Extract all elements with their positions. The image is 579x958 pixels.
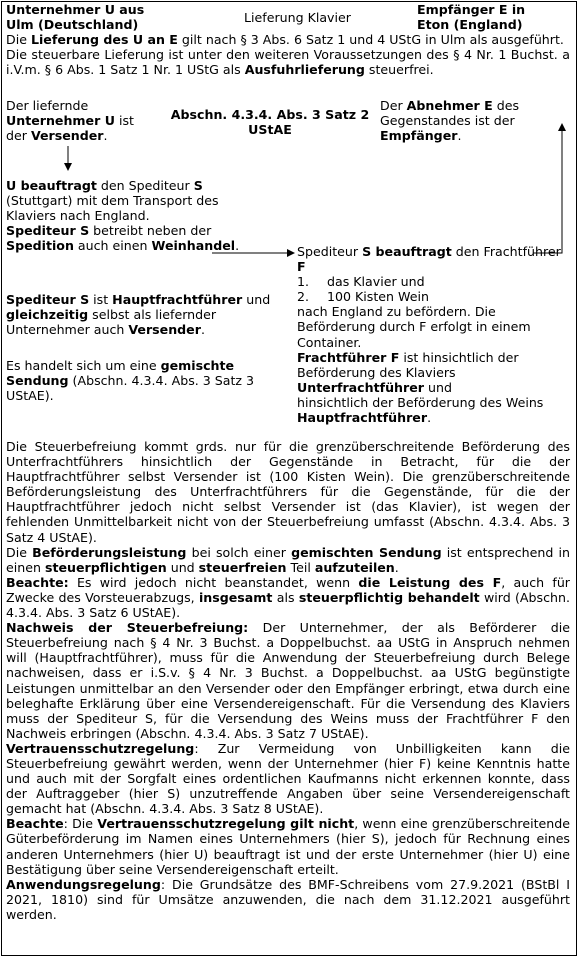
frachtfuehrer-box — [297, 244, 570, 425]
list-item: 2. 100 Kisten Wein — [297, 289, 429, 305]
header-sender: Unternehmer U aus Ulm (Deutschland) — [6, 2, 145, 33]
abschnitt-reference: Abschn. 4.3.4. Abs. 3 Satz 2 UStAE — [170, 107, 370, 138]
frachtfuehrer-hauptfracht-text: hinsichtlich der Beförderung des Weins Hauptfrachtführer. — [297, 394, 544, 426]
versender-box: Der liefernde Unternehmer U ist der Versender. — [6, 98, 134, 144]
header-title: Lieferung Klavier — [244, 10, 351, 25]
vertrauensschutz-paragraph: Vertrauensschutzregelung: Zur Vermeidung von Unbilligkeiten kann die Steuerbefreiung gewährt werden, wenn der Unternehmer (hier F) keine Kenntnis hatte und auch mit der Sorgfalt eines ordentlichen Kaufmanns nicht erkennen konnte, dass der Auftraggeber (hier S) unzutreffende Angaben über seine Versendereigenschaft gemacht hat (Abschn. 4.3.4. Abs. 3 Satz 8 UStAE). — [6, 740, 570, 817]
explanation-section — [6, 439, 570, 922]
hauptfrachtfuehrer-box: Spediteur S ist Hauptfrachtführer und gleichzeitig selbst als liefernder Unternehmer auch Versender. — [6, 292, 271, 338]
frachtfuehrer-intro: Spediteur S beauftragt den Frachtführer F — [297, 244, 561, 275]
aufteilung-paragraph: Die Beförderungsleistung bei solch einer gemischten Sendung ist entsprechend in einen steuerpflichtigen und steuerfreien Teil aufzuteilen. — [6, 544, 570, 575]
nachweis-paragraph: Nachweis der Steuerbefreiung: Der Unternehmer, der als Beförderer die Steuerbefreiung nach § 4 Nr. 3 Buchst. a Doppelbuchst. aa UStG in Anspruch nehmen will (Hauptfrachtführer), muss für die Anwendung der Steuerbefreiung durch Belege nachweisen, dass er i.S.v. § 4 Nr. 3 Buchst. a Doppelbuchst. aa UStG begünstigte Leistungen unmittelbar an den Versender oder den Empfänger erbringt, etwa durch eine beleghafte Erklärung über eine Versendereigenschaft. Für die Versendung des Klaviers muss der Spediteur S, für die Versendung des Weins muss der Frachtführer F den Nachweis erbringen (Abschn. 4.3.4. Abs. 3 Satz 7 UStAE). — [6, 620, 570, 741]
frachtfuehrer-unterfracht-text: Frachtführer F ist hinsichtlich der Beförderung des Klaviers Unterfrachtführer und — [297, 349, 519, 395]
frachtfuehrer-list — [297, 274, 570, 304]
spediteur-weinhandel-text: Spediteur S betreibt neben der Spedition auch einen Weinhandel. — [6, 223, 240, 254]
abnehmer-box: Der Abnehmer E des Gegenstandes ist der Empfänger. — [380, 98, 520, 144]
arrow-up-empfaenger — [533, 124, 562, 253]
intro-paragraph-2: Die steuerbare Lieferung ist unter den weiteren Voraussetzungen des § 4 Nr. 1 Buchst. a i.V.m. § 6 Abs. 1 Satz 1 Nr. 1 UStG als Ausfuhrlieferung steuerfrei. — [6, 47, 570, 78]
intro-section — [6, 32, 570, 77]
steuerbefreiung-paragraph: Die Steuerbefreiung kommt grds. nur für die grenzüberschreitende Beförderung des Unterfrachtführers hinsichtlich der Gegenstände in Betracht, für die der Hauptfrachtführer selbst Versender ist (100 Kisten Wein). Die grenzüberschreitende Beförderungsleistung des Unterfrachtführers für die Gegenstände, für die der Hauptfrachtführer jedoch nicht selbst Versender ist (das Klavier), ist wegen der fehlenden Unmittelbarkeit nicht von der Steuerbefreiung umfasst (Abschn. 4.3.4. Abs. 3 Satz 4 UStAE). — [6, 439, 570, 545]
u-beauftragt-box — [6, 178, 268, 253]
u-beauftragt-text: U beauftragt den Spediteur S (Stuttgart) mit dem Transport des Klaviers nach England. — [6, 178, 219, 224]
gemischte-sendung-box: Es handelt sich um eine gemischte Sendung (Abschn. 4.3.4. Abs. 3 Satz 3 UStAE). — [6, 358, 255, 404]
list-item: 1. das Klavier und — [297, 274, 425, 290]
anwendungsregelung-paragraph: Anwendungsregelung: Die Grundsätze des BMF-Schreibens vom 27.9.2021 (BStBl I 2021, 1810) sind für Umsätze anzuwenden, die nach dem 31.12.2021 ausgeführt werden. — [6, 876, 570, 922]
beachte-paragraph-2: Beachte: Die Vertrauensschutzregelung gilt nicht, wenn eine grenzüberschreitende Güterbeförderung im Namen eines Unternehmers (hier S), jedoch für Rechnung eines anderen Unternehmers (hier U) beauftragt ist und der erste Unternehmer (hier U) eine Bestätigung über seine Versendereigenschaft erteilt. — [6, 816, 570, 877]
beachte-paragraph-1: Beachte: Es wird jedoch nicht beanstandet, wenn die Leistung des F, auch für Zwecke des Vorsteuerabzugs, insgesamt als steuerpflichtig behandelt wird (Abschn. 4.3.4. Abs. 3 Satz 6 UStAE). — [6, 574, 570, 621]
frachtfuehrer-container-text: nach England zu befördern. Die Beförderung durch F erfolgt in einem Container. — [297, 304, 531, 350]
intro-paragraph-1: Die Lieferung des U an E gilt nach § 3 Abs. 6 Satz 1 und 4 UStG in Ulm als ausgeführt. — [6, 32, 564, 47]
header-recipient: Empfänger E in Eton (England) — [417, 2, 526, 33]
